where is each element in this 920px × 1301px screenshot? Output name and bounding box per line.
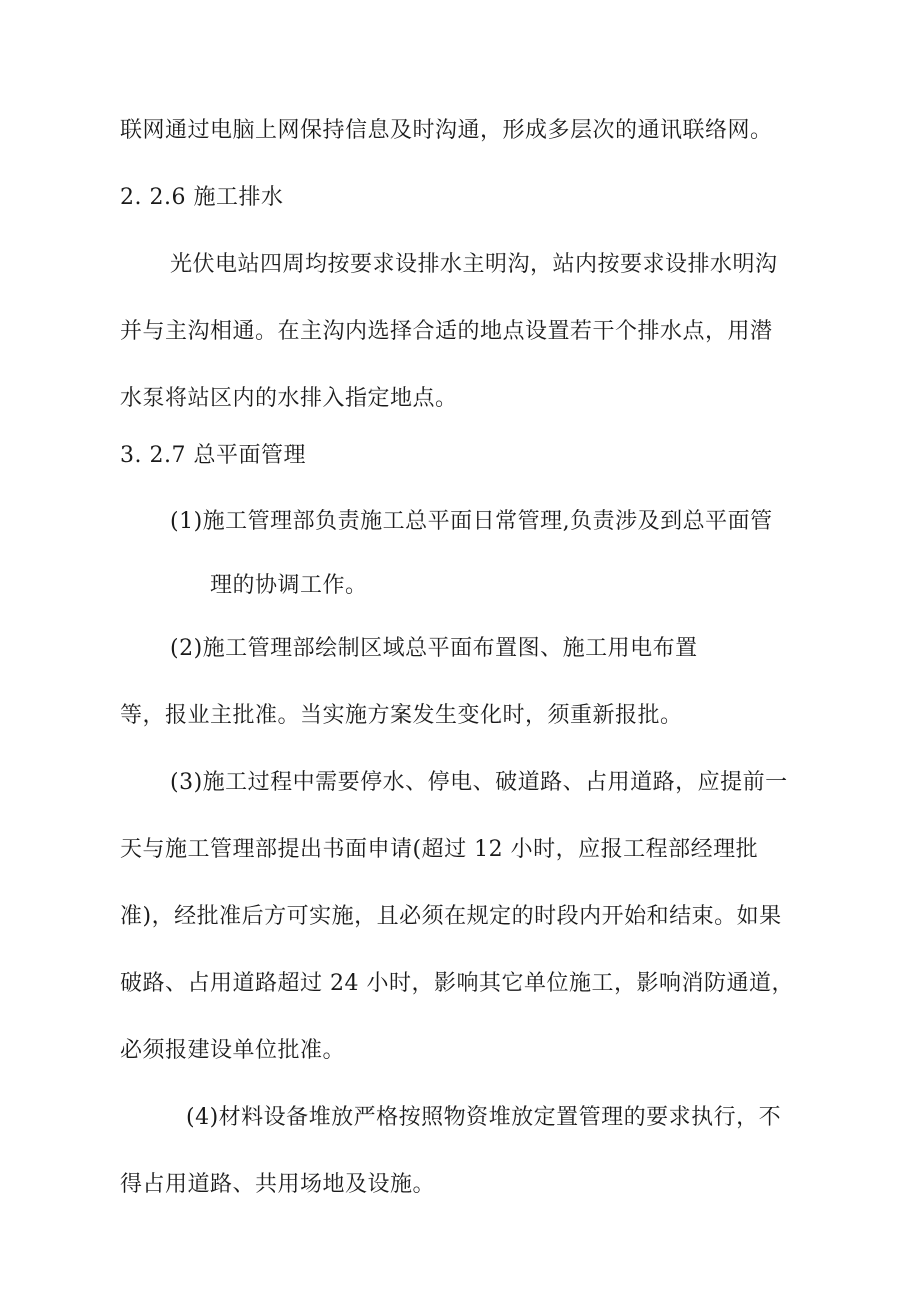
list-item-4: (4)材料设备堆放严格按照物资堆放定置管理的要求执行，不 [186,1105,782,1130]
paragraph-line: 水泵将站区内的水排入指定地点。 [120,386,458,411]
paragraph-line: 等，报业主批准。当实施方案发生变化时，须重新报批。 [120,703,683,728]
section-heading-2-2-6: 2. 2.6 施工排水 [120,185,284,210]
list-item-2: (2)施工管理部绘制区域总平面布置图、施工用电布置 [170,636,698,661]
paragraph-line: 破路、占用道路超过 24 小时，影响其它单位施工，影响消防通道， [120,971,794,996]
paragraph-line: 必须报建设单位批准。 [120,1038,346,1063]
list-item-3: (3)施工过程中需要停水、停电、破道路、占用道路，应提前一 [170,770,788,795]
paragraph-line: 得占用道路、共用场地及设施。 [120,1172,436,1197]
section-heading-3-2-7: 3. 2.7 总平面管理 [120,443,306,468]
paragraph-line: 光伏电站四周均按要求设排水主明沟，站内按要求设排水明沟 [170,252,778,277]
list-item-1-continuation: 理的协调工作。 [210,573,368,598]
paragraph-line: 联网通过电脑上网保持信息及时沟通，形成多层次的通讯联络网。 [120,118,773,143]
paragraph-line: 准)，经批准后方可实施，且必须在规定的时段内开始和结束。如果 [120,904,782,929]
paragraph-line: 并与主沟相通。在主沟内选择合适的地点设置若干个排水点，用潜 [120,319,773,344]
list-item-1: (1)施工管理部负责施工总平面日常管理,负责涉及到总平面管 [170,509,773,534]
paragraph-line: 天与施工管理部提出书面申请(超过 12 小时，应报工程部经理批 [120,837,759,862]
